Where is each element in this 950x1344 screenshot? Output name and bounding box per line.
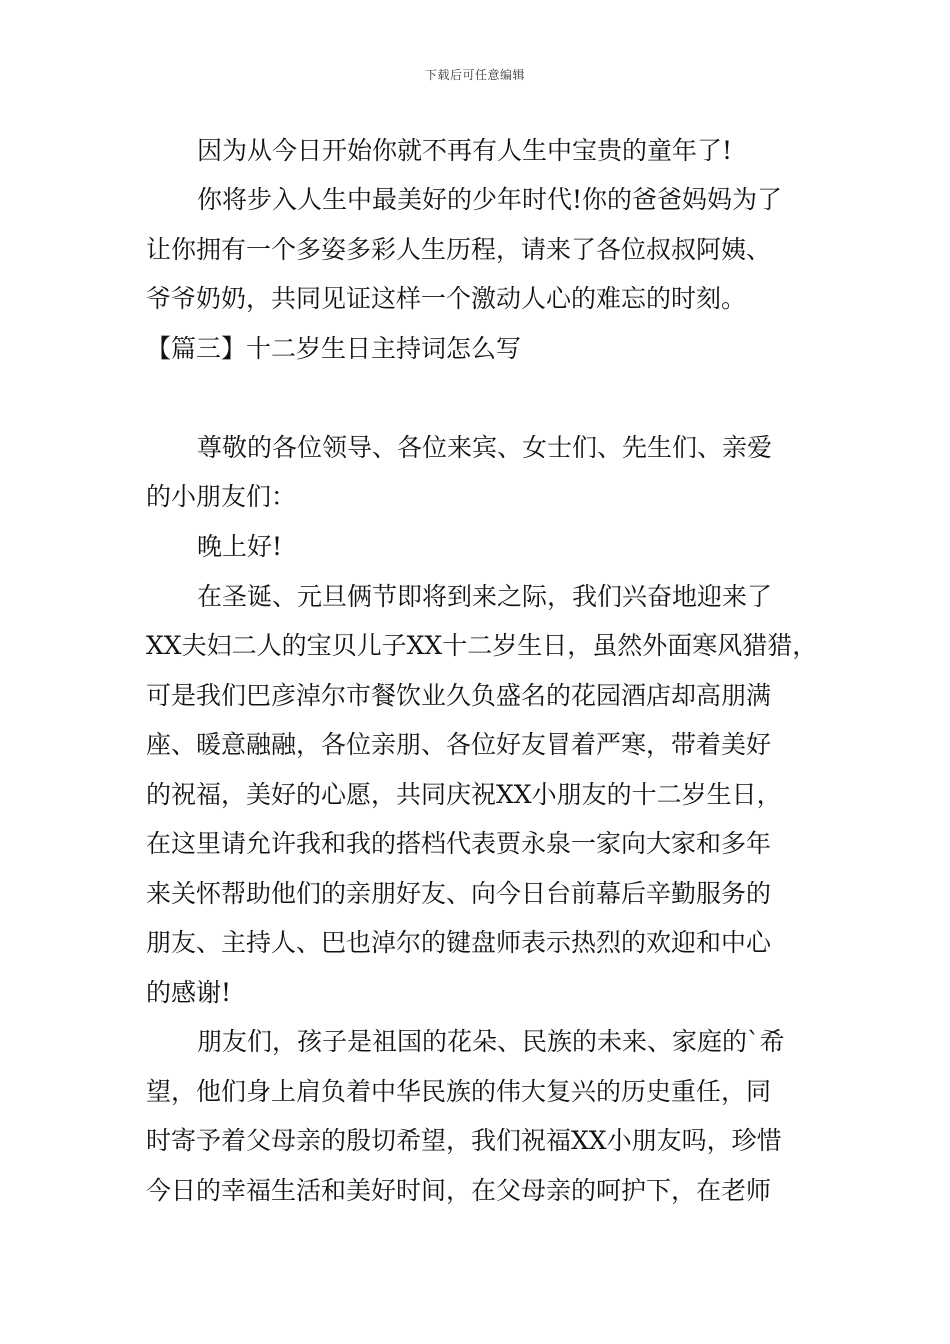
paragraph-line: 今日的幸福生活和美好时间，在父母亲的呵护下，在老师 xyxy=(146,1176,772,1205)
paragraph-line: 在这里请允许我和我的搭档代表贾永泉一家向大家和多年 xyxy=(146,829,772,858)
paragraph-line: 因为从今日开始你就不再有人生中宝贵的童年了! xyxy=(197,136,733,165)
paragraph-line: 可是我们巴彦淖尔市餐饮业久负盛名的花园酒店却高朋满 xyxy=(146,681,772,710)
paragraph-line: 朋友、主持人、巴也淖尔的键盘师表示热烈的欢迎和中心 xyxy=(146,928,772,957)
paragraph-line: 爷爷奶奶，共同见证这样一个激动人心的难忘的时刻。 xyxy=(146,284,747,313)
paragraph-line: XX夫妇二人的宝贝儿子XX十二岁生日，虽然外面寒风猎猎， xyxy=(146,631,818,660)
paragraph-line: 尊敬的各位领导、各位来宾、女士们、先生们、亲爱 xyxy=(197,433,773,462)
paragraph-line: 时寄予着父母亲的殷切希望，我们祝福XX小朋友吗，珍惜 xyxy=(146,1126,782,1155)
paragraph-line: 的小朋友们： xyxy=(146,482,297,511)
section-heading: 【篇三】十二岁生日主持词怎么写 xyxy=(146,334,522,363)
paragraph-line: 的祝福，美好的心愿，共同庆祝XX小朋友的十二岁生日， xyxy=(146,780,782,809)
paragraph-line: 朋友们，孩子是祖国的花朵、民族的未来、家庭的`希 xyxy=(197,1027,785,1056)
header-note: 下载后可任意编辑 xyxy=(424,68,525,82)
paragraph-line: 座、暖意融融，各位亲朋、各位好友冒着严寒，带着美好 xyxy=(146,730,772,759)
paragraph-line: 来关怀帮助他们的亲朋好友、向今日台前幕后辛勤服务的 xyxy=(146,879,772,908)
paragraph-line: 让你拥有一个多姿多彩人生历程，请来了各位叔叔阿姨、 xyxy=(146,235,772,264)
paragraph-line: 在圣诞、元旦俩节即将到来之际，我们兴奋地迎来了 xyxy=(197,582,773,611)
paragraph-line: 的感谢! xyxy=(146,978,232,1007)
paragraph-line: 望，他们身上肩负着中华民族的伟大复兴的历史重任，同 xyxy=(146,1077,772,1106)
paragraph-line: 晚上好! xyxy=(197,532,283,561)
paragraph-line: 你将步入人生中最美好的少年时代!你的爸爸妈妈为了 xyxy=(197,185,783,214)
